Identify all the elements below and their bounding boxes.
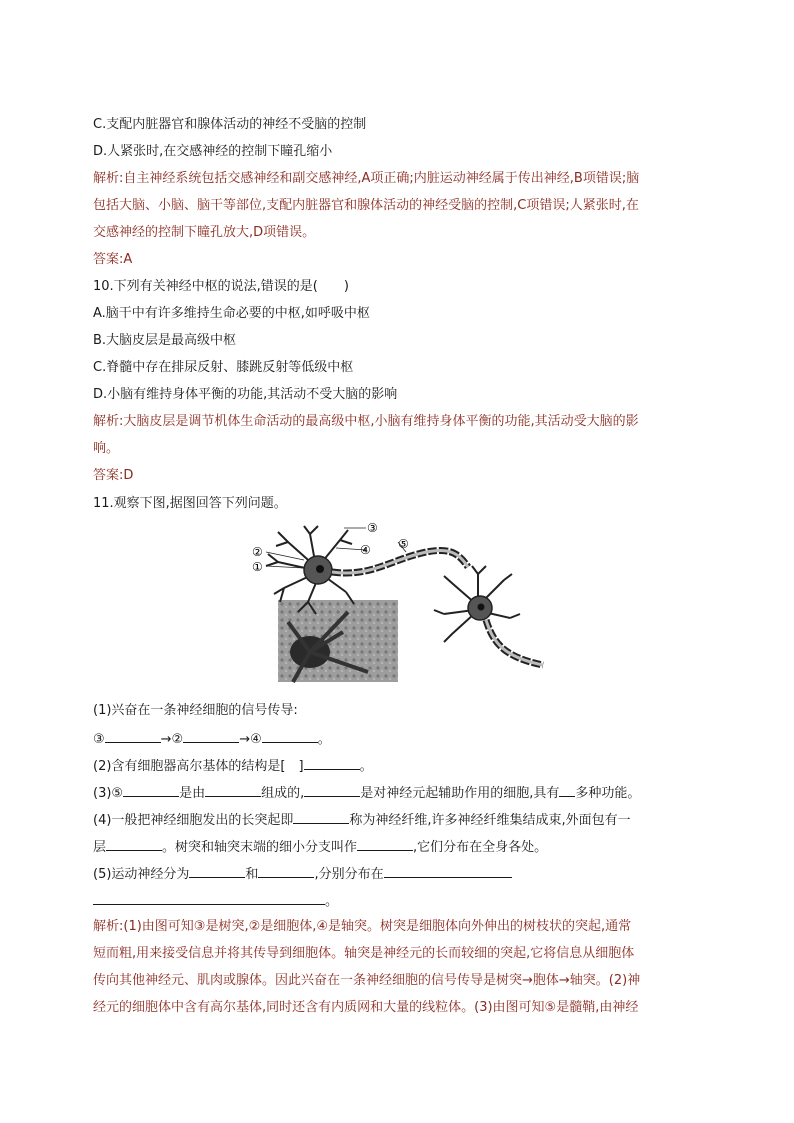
blank-12[interactable]: [189, 865, 245, 878]
q11-part-4-line-1: (4)一般把神经细胞发出的长突起即 称为神经纤维,许多神经纤维集结成束,外面包有一: [93, 813, 631, 828]
blank-13[interactable]: [258, 865, 314, 878]
q9-explanation-line-2: 包括大脑、小脑、脑干等部位,支配内脏器官和腺体活动的神经受脑的控制,C项错误;人紧张时,在: [93, 198, 639, 213]
q11-part-5-line-2: 。: [93, 892, 705, 910]
q9-option-c: C.支配内脏器官和腺体活动的神经不受脑的控制: [93, 117, 367, 132]
q11-explanation-line-3: 传向其他神经元、肌肉或腺体。因此兴奋在一条神经细胞的信号传导是树突→胞体→轴突。(2)神: [93, 973, 641, 988]
q10-stem: 10.下列有关神经中枢的说法,错误的是( ): [93, 279, 349, 294]
q11-part-1-head: (1)兴奋在一条神经细胞的信号传导:: [93, 703, 298, 718]
blank-7[interactable]: [304, 784, 360, 797]
label-2: ②: [252, 545, 263, 559]
q11-part-1-chain: ③ →② →④ 。: [93, 732, 331, 747]
blank-10[interactable]: [106, 838, 162, 851]
neuron-2-axon: [486, 620, 543, 665]
blank-15[interactable]: [93, 892, 325, 905]
blank-5[interactable]: [123, 784, 179, 797]
q11-explanation-line-2: 短而粗,用来接受信息并将其传导到细胞体。轴突是神经元的长而较细的突起,它将信息从细胞体: [93, 946, 635, 961]
blank-14[interactable]: [384, 865, 512, 878]
q10-option-a: A.脑干中有许多维持生命必要的中枢,如呼吸中枢: [93, 306, 370, 321]
blank-9[interactable]: [293, 811, 349, 824]
blank-2[interactable]: [183, 730, 239, 743]
blank-8[interactable]: [559, 784, 575, 797]
axon-myelin: [332, 550, 468, 573]
q11-part-4-line-2: 层 。树突和轴突末端的细小分支叫作 ,它们分布在全身各处。: [93, 840, 548, 855]
blank-6[interactable]: [205, 784, 261, 797]
blank-1[interactable]: [105, 730, 161, 743]
q11-part-5-line-1: (5)运动神经分为 和 ,分别分布在: [93, 865, 705, 883]
blank-3[interactable]: [262, 730, 318, 743]
label-5: ⑤: [398, 537, 409, 551]
q11-explanation-line-4: 经元的细胞体中含有高尔基体,同时还含有内质网和大量的线粒体。(3)由图可知⑤是髓鞘,由神经: [93, 1000, 639, 1015]
neuron-figure: [248, 522, 548, 686]
label-1: ①: [252, 560, 263, 574]
label-4: ④: [360, 543, 371, 557]
blank-4[interactable]: [304, 757, 360, 770]
q11-stem: 11.观察下图,据图回答下列问题。: [93, 496, 287, 511]
q10-answer: 答案:D: [93, 468, 134, 483]
q10-explanation-line-1: 解析:大脑皮层是调节机体生命活动的最高级中枢,小脑有维持身体平衡的功能,其活动受大脑的影: [93, 414, 639, 429]
blank-11[interactable]: [357, 838, 413, 851]
q10-option-d: D.小脑有维持身体平衡的功能,其活动不受大脑的影响: [93, 387, 398, 402]
q10-option-b: B.大脑皮层是最高级中枢: [93, 333, 237, 348]
q9-explanation-line-1: 解析:自主神经系统包括交感神经和副交感神经,A项正确;内脏运动神经属于传出神经,B项错误;脑: [93, 171, 640, 186]
q11-part-3: (3)⑤ 是由 组成的, 是对神经元起辅助作用的细胞,具有 多种功能。: [93, 786, 641, 801]
q10-option-c: C.脊髓中存在排尿反射、膝跳反射等低级中枢: [93, 360, 354, 375]
q9-answer: 答案:A: [93, 252, 133, 267]
q10-explanation-line-2: 响。: [93, 441, 120, 456]
label-3: ③: [367, 522, 378, 535]
q9-option-d: D.人紧张时,在交感神经的控制下瞳孔缩小: [93, 144, 333, 159]
q9-explanation-line-3: 交感神经的控制下瞳孔放大,D项错误。: [93, 225, 316, 240]
q11-explanation-line-1: 解析:(1)由图可知③是树突,②是细胞体,④是轴突。树突是细胞体向外伸出的树枝状的突起,通常: [93, 919, 632, 934]
neuron-diagram: [248, 522, 548, 686]
q11-part-2: (2)含有细胞器高尔基体的结构是[ ] 。: [93, 759, 373, 774]
